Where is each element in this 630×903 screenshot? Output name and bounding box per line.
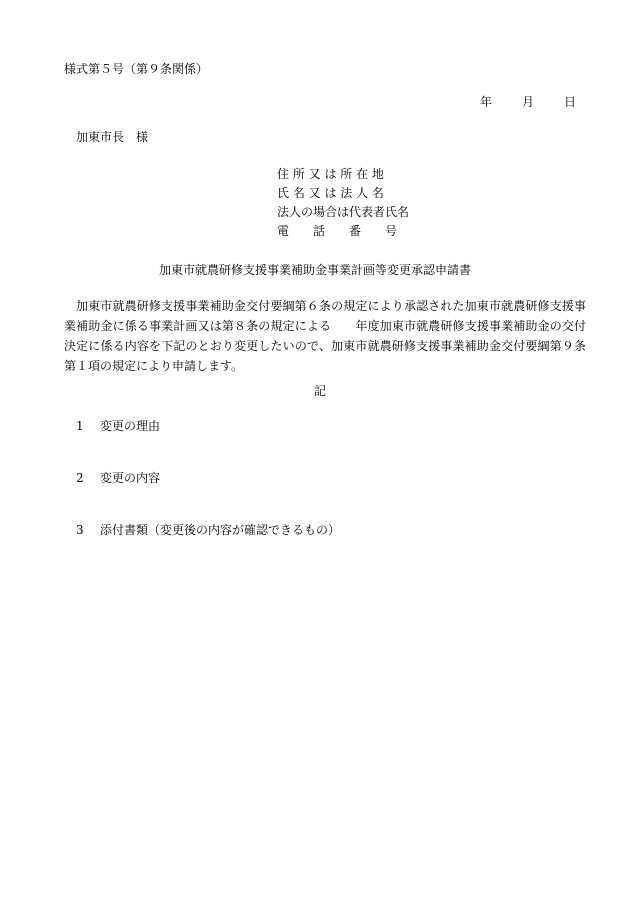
day-label: 日 [564,95,577,109]
month-label: 月 [522,95,535,109]
item-number: 1 [76,419,84,433]
applicant-block [277,168,409,244]
item-label: 変更の理由 [100,419,161,433]
form-number: 様式第５号（第９条関係） [64,62,209,76]
ki-heading: 記 [313,384,326,398]
year-label: 年 [480,95,493,109]
body-paragraph: 加東市就農研修支援事業補助金交付要綱第６条の規定により承認された加東市就農研修支援事業補助金に係る事業計画又は第８条の規定による 年度加東市就農研修支援事業補助金の交付決定に係る内容を下記のとおり変更したいので、加東市就農研修支援事業補助金交付要綱第９条第１項の規定により申請します。 [64,299,586,373]
item-number: 2 [76,471,84,485]
representative-label: 法人の場合は代表者氏名 [277,205,410,219]
item-label: 添付書類（変更後の内容が確認できるもの） [100,523,341,537]
item-label: 変更の内容 [100,471,161,485]
list-item [76,472,160,484]
document-title: 加東市就農研修支援事業補助金事業計画等変更承認申請書 [158,263,471,277]
addressee: 加東市長 様 [76,130,149,144]
list-item [76,524,340,536]
list-item [76,420,160,432]
item-number: 3 [76,523,84,537]
name-label: 氏 名 又 は 法 人 名 [277,186,384,200]
address-label: 住 所 又 は 所 在 地 [277,167,384,181]
date-line [480,96,576,108]
phone-label: 電 話 番 号 [277,224,398,238]
